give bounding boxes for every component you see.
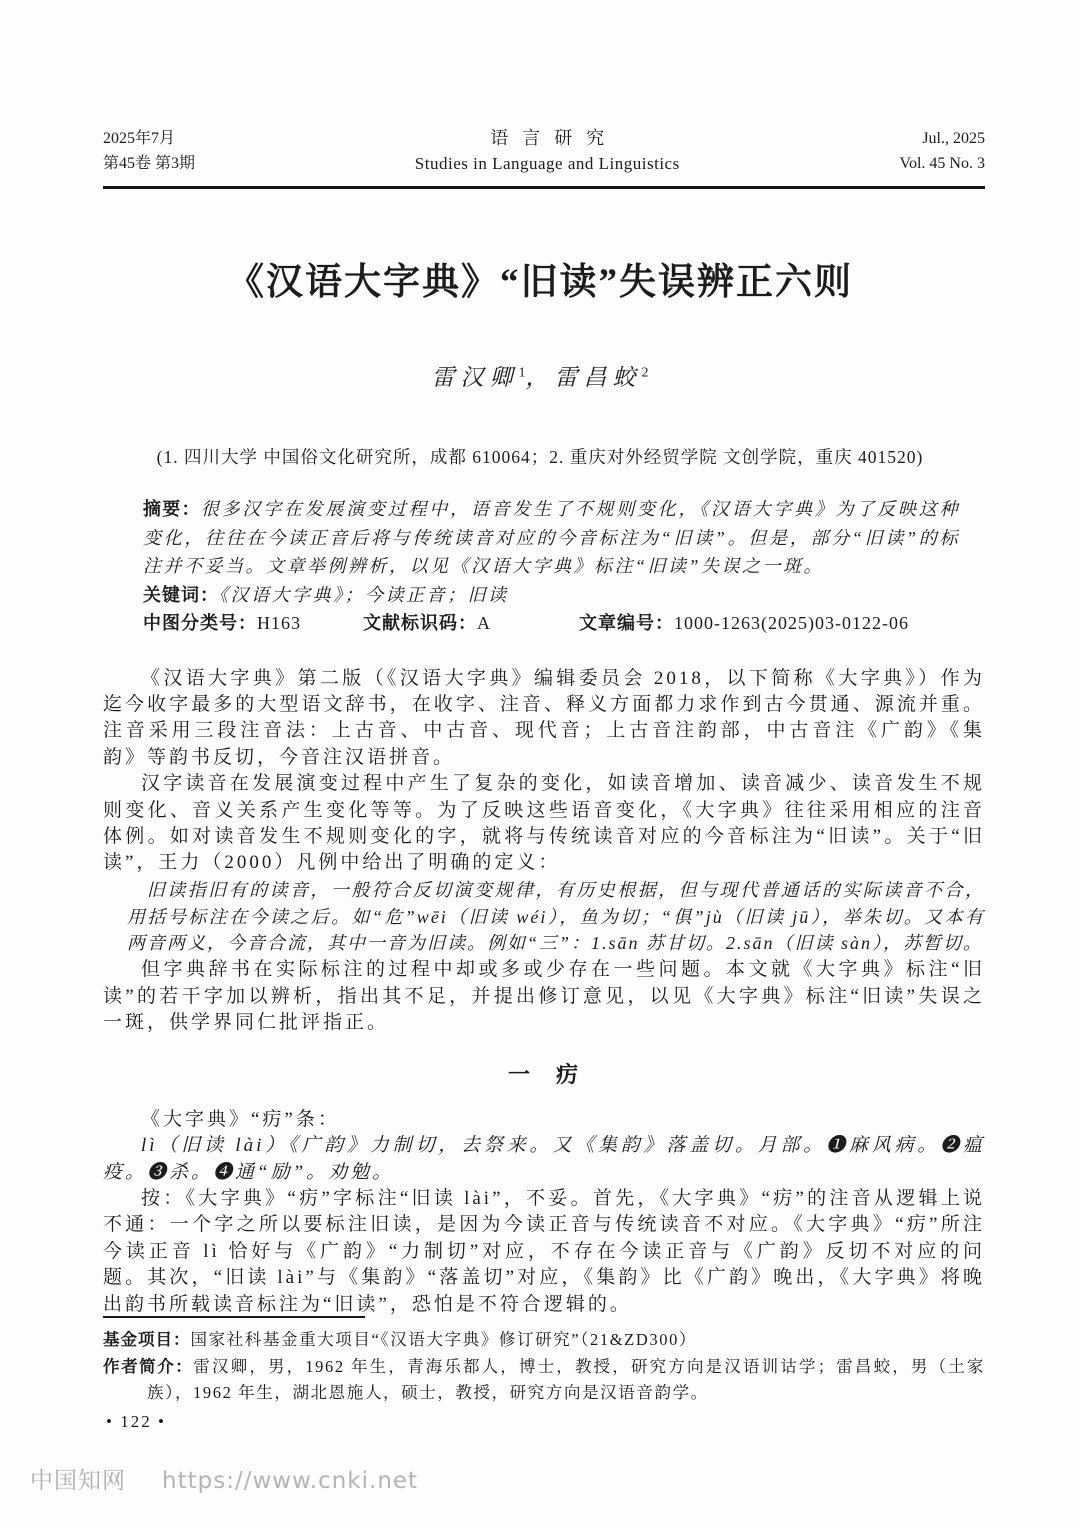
article-title: 《汉语大字典》“旧读”失误辨正六则 <box>227 262 853 303</box>
abstract-text: 很多汉字在发展演变过程中，语音发生了不规则变化，《汉语大字典》为了反映这种变化，往往在今读正音后将与传统读音对应的今音标注为“旧读”。但是，部分“旧读”的标注并不妥当。文章举例辨析，以见《汉语大字典》标注“旧读”失误之一斑。 <box>143 499 961 576</box>
article-id-label: 文章编号： <box>579 613 674 633</box>
doc-code-value: A <box>477 613 491 633</box>
paragraph-3: 但字典辞书在实际标注的过程中却或多或少存在一些问题。本文就《大字典》标注“旧读”的若干字加以辨析，指出其不足，并提出修订意见，以见《大字典》标注“旧读”失误之一斑，供学界同仁批评指正。 <box>103 959 985 1033</box>
author-bio-line <box>103 1354 985 1406</box>
footnotes-block <box>103 1316 985 1406</box>
cnki-logo-text: 中国知网 <box>30 1468 126 1494</box>
dictionary-entry: lì（旧读 lài）《广韵》力制切，去祭来。又《集韵》落盖切。月部。❶麻风病。❷瘟疫。❸杀。❹通“励”。劝勉。 <box>103 1135 985 1183</box>
fund-line <box>103 1327 985 1354</box>
clc-label: 中图分类号： <box>143 613 257 633</box>
author-separator: ， <box>525 365 555 390</box>
page-number: • 122 • <box>106 1412 166 1431</box>
footnote-separator-rule <box>103 1316 365 1318</box>
fund-text: 国家社科基金重大项目“《汉语大字典》修订研究”（21&ZD300） <box>190 1330 698 1349</box>
entry-intro: 《大字典》“疠”条： <box>141 1108 340 1130</box>
paragraph-4-commentary: 按：《大字典》“疠”字标注“旧读 lài”，不妥。首先，《大字典》“疠”的注音从逻辑上说不通：一个字之所以要标注旧读，是因为今读正音与传统读音不对应。《大字典》“疠”所注今读正音 lì 恰好与《广韵》“力制切”对应，不存在今读正音与《广韵》反切不对应的问题。其次，“旧读 lài”与《集韵》“落盖切”对应，《集韵》比《广韵》晚出，《大字典》将晚出韵书所载读音标注为“旧读”，恐怕是不符合逻辑的。 <box>103 1187 985 1315</box>
author-2: 雷昌蛟 <box>554 365 642 390</box>
paragraph-2: 汉字读音在发展演变过程中产生了复杂的变化，如读音增加、读音减少、读音发生不规则变化、音义关系产生变化等等。为了反映这些语音变化，《大字典》往往采用相应的注音体例。如对读音发生不规则变化的字，就将与传统读音对应的今音标注为“旧读”。关于“旧读”，王力（2000）凡例中给出了明确的定义： <box>103 773 985 874</box>
clc-value: H163 <box>257 613 301 633</box>
authors-line <box>0 359 1080 392</box>
header-right <box>899 126 985 176</box>
cnki-url-link[interactable]: https://www.cnki.net <box>162 1468 419 1494</box>
header-date-cn: 2025年7月 <box>103 130 176 147</box>
author-bio-text: 雷汉卿，男，1962 年生，青海乐都人，博士，教授，研究方向是汉语训诂学；雷昌蛟，男（土家族），1962 年生，湖北恩施人，硕士，教授，研究方向是汉语音韵学。 <box>147 1356 986 1402</box>
journal-title-en: Studies in Language and Linguistics <box>414 154 680 173</box>
header-left <box>103 126 195 176</box>
header-issue-en: Vol. 45 No. 3 <box>899 155 985 172</box>
author-1-superscript: 1 <box>518 365 526 381</box>
abstract-label: 摘要： <box>143 499 201 519</box>
article-meta <box>143 495 960 638</box>
fund-label: 基金项目： <box>103 1331 191 1349</box>
section-1-heading: 一 疠 <box>507 1062 580 1088</box>
header-issue-cn: 第45卷 第3期 <box>103 155 196 172</box>
keywords-text: 《汉语大字典》；今读正音；旧读 <box>219 584 509 605</box>
affiliation-line: (1. 四川大学 中国俗文化研究所，成都 610064；2. 重庆对外经贸学院 文创学院，重庆 401520) <box>156 447 924 467</box>
journal-header <box>103 126 985 189</box>
abstract-paragraph <box>143 495 960 581</box>
cnki-watermark <box>30 1462 418 1495</box>
header-date-en: Jul., 2025 <box>922 130 985 147</box>
article-body <box>103 666 985 1319</box>
author-2-superscript: 2 <box>641 365 649 381</box>
keywords-label: 关键词： <box>143 584 219 605</box>
article-id-item <box>579 609 909 638</box>
doc-code-item <box>363 609 491 638</box>
clc-item <box>143 609 301 638</box>
classification-line <box>143 609 960 638</box>
journal-title-cn: 语言研究 <box>490 128 619 148</box>
paragraph-1: 《汉语大字典》第二版（《汉语大字典》编辑委员会 2018，以下简称《大字典》）作为迄今收字最多的大型语文辞书，在收字、注音、释义方面都力求作到古今贯通、源流并重。注音采用三段注音法：上古音、中古音、现代音；上古音注韵部，中古音注《广韵》《集韵》等韵书反切，今音注汉语拼音。 <box>103 667 985 768</box>
author-1: 雷汉卿 <box>431 365 519 390</box>
keywords-paragraph <box>143 581 960 610</box>
definition-quote: 旧读指旧有的读音，一般符合反切演变规律，有历史根据，但与现代普通话的实际读音不合，用括号标注在今读之后。如“危”wēi（旧读 wéi），鱼为切；“俱”jù（旧读 jū），举朱切。又本有两音两义，今音合流，其中一音为旧读。例如“三”：1.sān 苏甘切。2.sān（旧读 sàn），苏暂切。 <box>127 879 985 954</box>
header-center <box>415 126 680 176</box>
article-id-value: 1000-1263(2025)03-0122-06 <box>674 613 909 633</box>
author-bio-label: 作者简介： <box>103 1357 194 1376</box>
doc-code-label: 文献标识码： <box>363 613 477 633</box>
